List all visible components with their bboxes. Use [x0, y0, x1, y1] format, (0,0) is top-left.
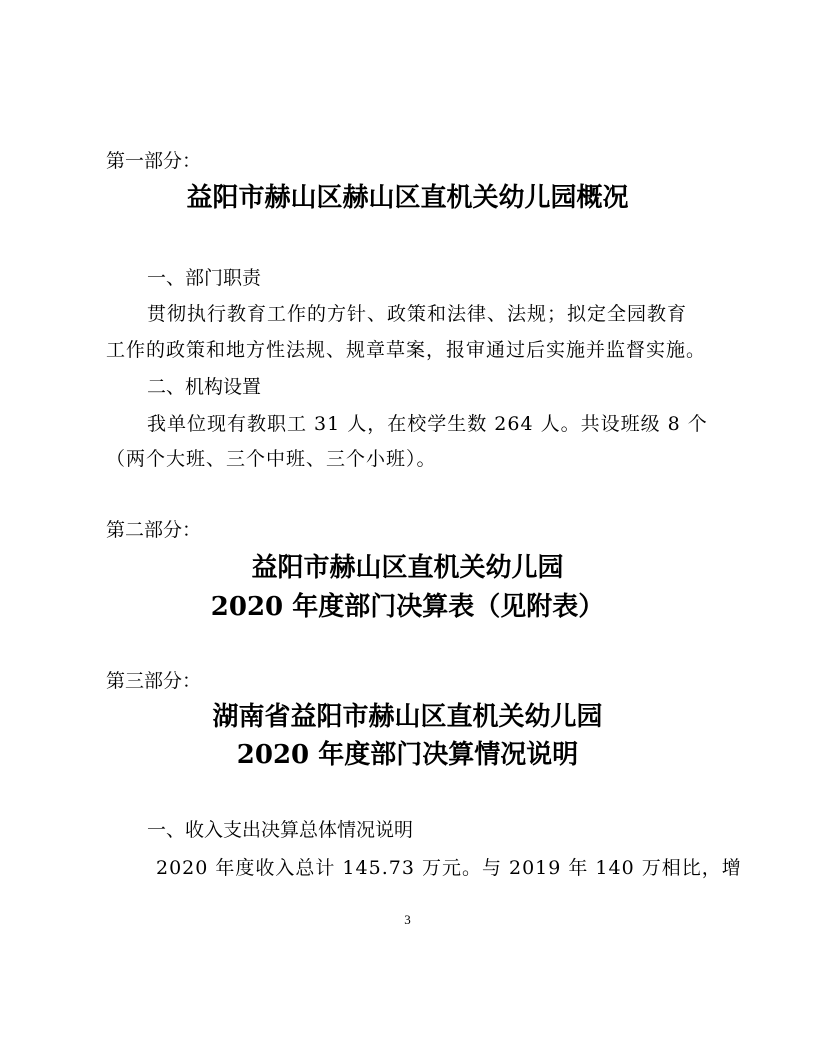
part2-title-line-2: 2020 年度部门决算表（见附表） [210, 592, 605, 622]
part1-section1-line-2: 工作的政策和地方性法规、规章草案，报审通过后实施并监督实施。 [106, 339, 707, 361]
part3-title-line-1: 湖南省益阳市赫山区直机关幼儿园 [212, 702, 603, 732]
part1-section2-line-2: （两个大班、三个中班、三个小班）。 [106, 448, 437, 470]
part1-section2-heading: 二、机构设置 [147, 376, 262, 398]
part2-title-line-1: 益阳市赫山区直机关幼儿园 [251, 553, 564, 583]
part3-section1-heading: 一、收入支出决算总体情况说明 [147, 819, 414, 841]
page-number: 3 [404, 912, 411, 927]
part1-section1-line-1: 贯彻执行教育工作的方针、政策和法律、法规；拟定全园教育 [147, 303, 688, 325]
part3-section1-line-1: 2020 年度收入总计 145.73 万元。与 2019 年 140 万相比，增 [156, 857, 742, 879]
part2-label: 第二部分： [106, 519, 202, 541]
part3-title-line-2: 2020 年度部门决算情况说明 [236, 740, 579, 770]
part1-title: 益阳市赫山区赫山区直机关幼儿园概况 [186, 183, 629, 213]
part3-label: 第三部分： [106, 670, 202, 692]
part1-label: 第一部分： [106, 150, 202, 172]
part1-section2-line-1: 我单位现有教职工 31 人，在校学生数 264 人。共设班级 8 个 [147, 413, 708, 435]
part1-section1-heading: 一、部门职责 [147, 267, 262, 289]
